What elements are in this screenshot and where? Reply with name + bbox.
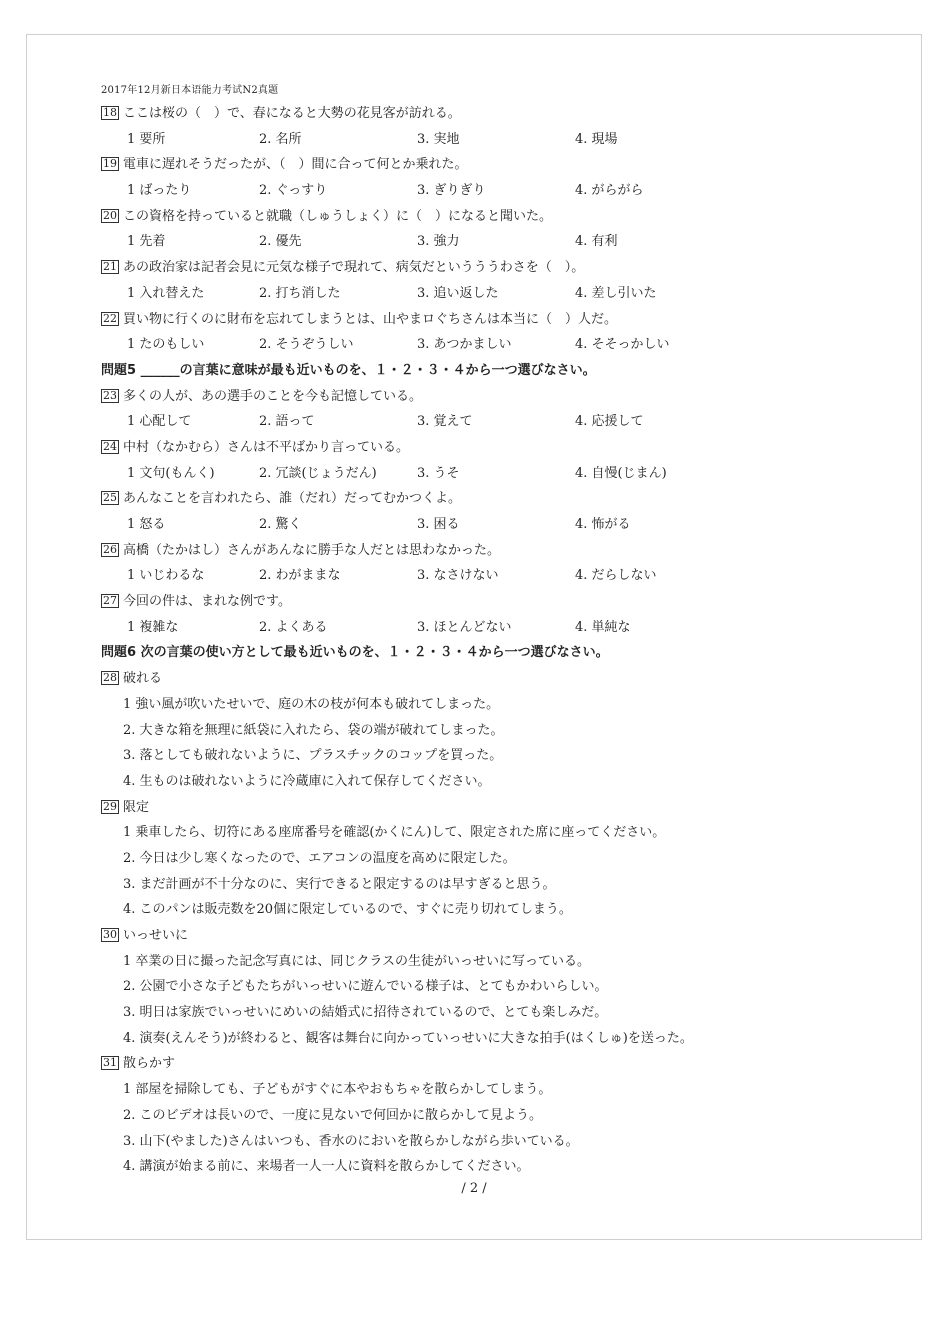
options-25 bbox=[101, 512, 901, 538]
option-3: 3. 追い返した bbox=[417, 285, 499, 301]
option-3: 3. ぎりぎり bbox=[417, 183, 486, 199]
question-22 bbox=[101, 307, 901, 333]
question-number: 26 bbox=[103, 542, 117, 556]
options-19 bbox=[101, 178, 901, 204]
option-3: 3. なさけない bbox=[417, 568, 499, 584]
option-2: 2. 名所 bbox=[259, 131, 302, 147]
page-header: 2017年12月新日本语能力考试N2真题 bbox=[101, 85, 279, 96]
question-26 bbox=[101, 538, 901, 564]
option-4: 4. 有利 bbox=[575, 234, 618, 250]
options-24 bbox=[101, 461, 901, 487]
option-2: 2. 語って bbox=[259, 414, 315, 430]
question-word: 限定 bbox=[123, 799, 150, 815]
option-4: 4. そそっかしい bbox=[575, 337, 670, 353]
question-number: 30 bbox=[103, 928, 117, 941]
question-number: 29 bbox=[103, 799, 117, 813]
options-26 bbox=[101, 563, 901, 589]
options-18 bbox=[101, 127, 901, 153]
option-1: 1 心配して bbox=[127, 414, 192, 430]
question-text: 高橋（たかはし）さんがあんなに勝手な人だとは思わなかった。 bbox=[123, 542, 501, 558]
choice-line: 2. 大きな箱を無理に紙袋に入れたら、袋の端が破れてしまった。 bbox=[123, 722, 504, 738]
option-2: 2. 驚く bbox=[259, 517, 302, 532]
question-number: 22 bbox=[103, 311, 117, 325]
question-word: いっせいに bbox=[123, 928, 189, 943]
question-text: ここは桜の（ ）で、春になると大勢の花見客が訪れる。 bbox=[123, 106, 461, 121]
choice-line: 3. 落としても破れないように、プラスチックのコップを買った。 bbox=[123, 748, 503, 764]
option-2: 2. わがままな bbox=[259, 568, 341, 584]
question-18 bbox=[101, 101, 901, 127]
question-text: 多くの人が、あの選手のことを今も記憶している。 bbox=[123, 388, 423, 404]
option-4: 4. だらしない bbox=[575, 568, 657, 584]
choice-line: 2. 今日は少し寒くなったので、エアコンの温度を高めに限定した。 bbox=[123, 850, 516, 866]
choice-line: 3. 明日は家族でいっせいにめいの結婚式に招待されているので、とても楽しみだ。 bbox=[123, 1005, 608, 1021]
choice-line: 1 部屋を掃除しても、子どもがすぐに本やおもちゃを散らかしてしまう。 bbox=[123, 1082, 552, 1098]
options-23 bbox=[101, 409, 901, 435]
question-text: 今回の件は、まれな例です。 bbox=[123, 594, 291, 610]
question-28 bbox=[101, 666, 901, 692]
question-19 bbox=[101, 152, 901, 178]
question-word: 破れる bbox=[123, 671, 163, 687]
choice-line: 1 強い風が吹いたせいで、庭の木の枝が何本も破れてしまった。 bbox=[123, 696, 500, 712]
question-20 bbox=[101, 204, 901, 230]
question-number: 20 bbox=[103, 208, 117, 222]
question-23 bbox=[101, 384, 901, 410]
choice-line: 4. 生ものは破れないように冷蔵庫に入れて保存してください。 bbox=[123, 773, 491, 789]
question-text: 中村（なかむら）さんは不平ばかり言っている。 bbox=[123, 439, 410, 455]
question-text: 買い物に行くのに財布を忘れてしまうとは、山やまロぐちさんは本当に（ ）人だ。 bbox=[123, 311, 618, 327]
question-number: 31 bbox=[103, 1056, 117, 1070]
option-1: 1 複雑な bbox=[127, 619, 179, 635]
choice-line: 1 卒業の日に撮った記念写真には、同じクラスの生徒がいっせいに写っている。 bbox=[123, 953, 591, 969]
option-2: 2. 優先 bbox=[259, 234, 302, 250]
option-3: 3. 実地 bbox=[417, 131, 460, 147]
option-4: 4. 応援して bbox=[575, 414, 644, 430]
option-4: 4. 現場 bbox=[575, 131, 618, 147]
option-3: 3. うそ bbox=[417, 465, 460, 481]
option-1: 1 いじわるな bbox=[127, 568, 205, 584]
choice-line: 1 乗車したら、切符にある座席番号を確認(かくにん)して、限定された席に座ってください。 bbox=[123, 825, 666, 841]
option-4: 4. 怖がる bbox=[575, 517, 631, 532]
option-2: 2. そうぞうしい bbox=[259, 337, 354, 353]
option-1: 1 先着 bbox=[127, 234, 166, 250]
document-page bbox=[26, 34, 922, 1240]
options-22 bbox=[101, 332, 901, 358]
option-3: 3. 覚えて bbox=[417, 414, 473, 430]
choice-line: 3. 山下(やました)さんはいつも、香水のにおいを散らかしながら歩いている。 bbox=[123, 1133, 579, 1149]
question-number: 24 bbox=[103, 439, 117, 453]
question-number: 19 bbox=[103, 157, 117, 171]
option-1: 1 入れ替えた bbox=[127, 285, 205, 301]
question-number: 25 bbox=[103, 491, 117, 505]
option-2: 2. 打ち消した bbox=[259, 285, 341, 301]
question-number: 18 bbox=[103, 106, 117, 119]
question-number: 23 bbox=[103, 388, 117, 402]
options-20 bbox=[101, 229, 901, 255]
question-text: あの政治家は記者会見に元気な様子で現れて、病気だというううわさを（ ）。 bbox=[123, 260, 585, 276]
option-2: 2. 冗談(じょうだん) bbox=[259, 465, 377, 481]
choice-line: 3. まだ計画が不十分なのに、実行できると限定するのは早すぎると思う。 bbox=[123, 876, 556, 892]
options-21 bbox=[101, 281, 901, 307]
option-1: 1 要所 bbox=[127, 131, 166, 147]
option-3: 3. 困る bbox=[417, 517, 460, 532]
question-21 bbox=[101, 255, 901, 281]
question-31 bbox=[101, 1051, 901, 1077]
option-4: 4. 単純な bbox=[575, 619, 631, 635]
choice-line: 4. このパンは販売数を20個に限定しているので、すぐに売り切れてしまう。 bbox=[123, 902, 572, 918]
question-text: 電車に遅れそうだったが、（ ）間に合って何とか乗れた。 bbox=[123, 157, 468, 173]
option-3: 3. あつかましい bbox=[417, 337, 512, 353]
question-27 bbox=[101, 589, 901, 615]
option-1: 1 文句(もんく) bbox=[127, 465, 215, 481]
option-4: 4. がらがら bbox=[575, 183, 644, 199]
option-1: 1 ばったり bbox=[127, 183, 192, 199]
question-29 bbox=[101, 795, 901, 821]
option-2: 2. ぐっすり bbox=[259, 183, 328, 199]
section-6-heading: 問題6 次の言葉の使い方として最も近いものを、１・２・３・４から一つ選びなさい。 bbox=[101, 645, 609, 661]
option-4: 4. 差し引いた bbox=[575, 285, 657, 301]
question-text: この資格を持っていると就職（しゅうしょく）に（ ）になると聞いた。 bbox=[123, 208, 553, 224]
option-4: 4. 自慢(じまん) bbox=[575, 465, 667, 481]
question-25 bbox=[101, 486, 901, 512]
choice-line: 2. 公園で小さな子どもたちがいっせいに遊んでいる様子は、とてもかわいらしい。 bbox=[123, 979, 608, 995]
question-word: 散らかす bbox=[123, 1056, 176, 1072]
question-number: 21 bbox=[103, 260, 117, 274]
page-content bbox=[101, 81, 901, 1180]
option-1: 1 怒る bbox=[127, 517, 166, 532]
question-number: 27 bbox=[103, 594, 117, 608]
section-5-heading: 問題5 ______の言葉に意味が最も近いものを、１・２・３・４から一つ選びなさい。 bbox=[101, 362, 596, 378]
option-3: 3. ほとんどない bbox=[417, 619, 512, 635]
question-24 bbox=[101, 435, 901, 461]
choice-line: 4. 講演が始まる前に、来場者一人一人に資料を散らかしてください。 bbox=[123, 1159, 530, 1175]
question-30 bbox=[101, 923, 901, 949]
option-3: 3. 強力 bbox=[417, 234, 460, 250]
option-1: 1 たのもしい bbox=[127, 337, 205, 353]
choice-line: 2. このビデオは長いので、一度に見ないで何回かに散らかして見よう。 bbox=[123, 1107, 543, 1123]
choice-line: 4. 演奏(えんそう)が終わると、観客は舞台に向かっていっせいに大きな拍手(はくしゅ)を送った。 bbox=[123, 1030, 693, 1046]
option-2: 2. よくある bbox=[259, 619, 328, 635]
question-number: 28 bbox=[103, 671, 117, 685]
page-number: / 2 / bbox=[461, 1181, 487, 1196]
question-text: あんなことを言われたら、誰（だれ）だってむかつくよ。 bbox=[123, 491, 462, 507]
options-27 bbox=[101, 615, 901, 641]
